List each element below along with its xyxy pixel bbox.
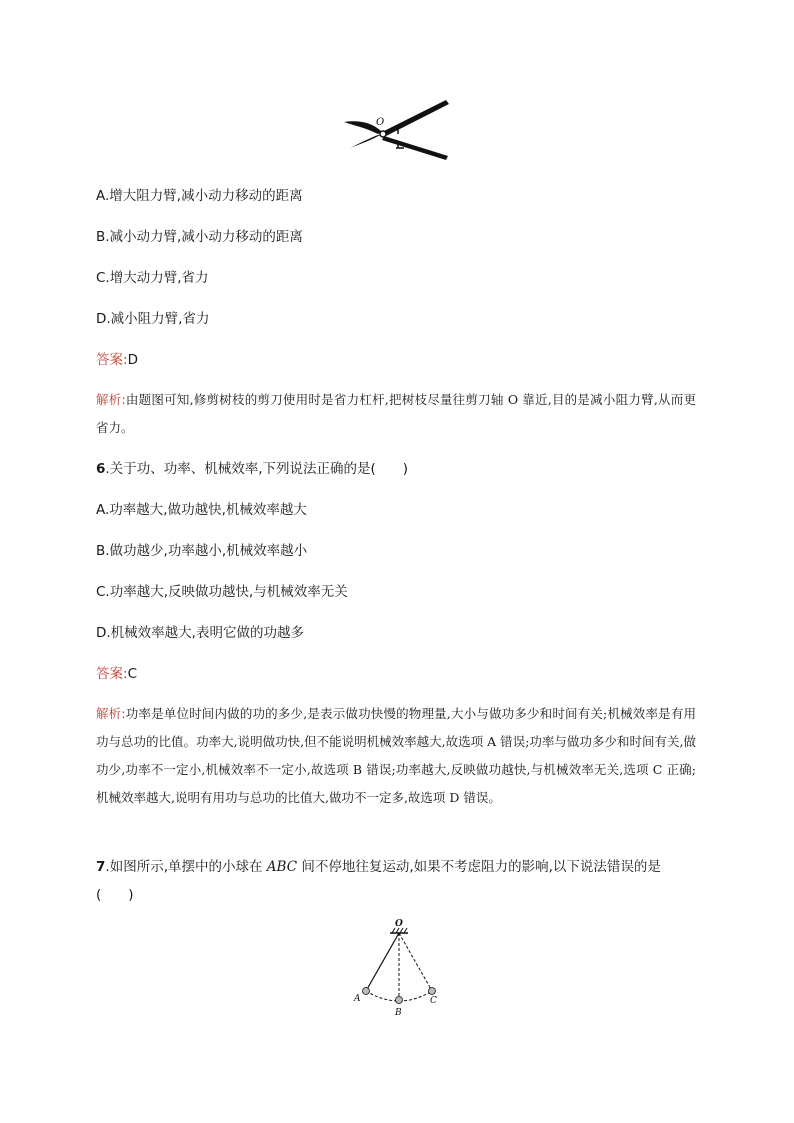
q5-answer (96, 351, 138, 369)
q5-option-a: A.增大阻力臂,减小动力移动的距离 (96, 188, 303, 204)
pendulum-label-o: O (395, 919, 403, 929)
q5-explanation-text: 由题图可知,修剪树枝的剪刀使用时是省力杠杆,把树枝尽量往剪刀轴 O 靠近,目的是减小阻力臂,从而更省力。 (96, 392, 696, 435)
string-c (399, 933, 432, 991)
q5-explanation-label: 解析: (96, 392, 126, 407)
q6-option-c: C.功率越大,反映做功越快,与机械效率无关 (96, 584, 348, 600)
q6-option-a: A.功率越大,做功越快,机械效率越大 (96, 502, 307, 518)
q5-answer-label: 答案: (96, 352, 128, 368)
shears-lower-blade (350, 134, 382, 148)
shears-figure (338, 96, 454, 162)
q7-stem-pre: .如图所示,单摆中的小球在 (105, 859, 267, 875)
q5-option-c: C.增大动力臂,省力 (96, 270, 209, 286)
q6-answer-value: C (127, 666, 137, 682)
ball-c (429, 988, 436, 995)
q7-blank: ( ) (96, 887, 134, 903)
q6-explanation-label: 解析: (96, 706, 126, 721)
string-a (366, 933, 399, 991)
pendulum-label-b: B (395, 1008, 402, 1018)
q6-number: 6 (96, 461, 106, 477)
shears-pivot (380, 131, 386, 137)
shears-lower-handle (382, 136, 448, 160)
q6-explanation (96, 700, 696, 812)
q6-stem-text: .关于功、功率、机械效率,下列说法正确的是( ) (105, 461, 409, 477)
ball-b (396, 997, 403, 1004)
q6-explanation-text: 功率是单位时间内做的功的多少,是表示做功快慢的物理量,大小与做功多少和时间有关;机械效率是有用功与总功的比值。功率大,说明做功快,但不能说明机械效率越大,故选项 A 错误;功率与做功多少和时间有关,做功少,功率不一定小,机械效率不一定小,故选项 B 错误;功率越大,反映做功越快,与机械效率无关,选项 C 正确;机械效率越大,说明有用功与总功的比值大,做功不一定多,故选项 D 错误。 (96, 706, 696, 805)
q7-number: 7 (96, 859, 106, 875)
q6-option-b: B.做功越少,功率越小,机械效率越小 (96, 543, 308, 559)
ball-a (363, 988, 370, 995)
q5-option-b: B.减小动力臂,减小动力移动的距离 (96, 229, 303, 245)
q6-answer-label: 答案: (96, 666, 128, 682)
q5-explanation (96, 386, 696, 442)
q5-option-d: D.减小阻力臂,省力 (96, 311, 210, 327)
pivot-label: O (376, 117, 385, 128)
q5-answer-value: D (127, 352, 138, 368)
q6-option-d: D.机械效率越大,表明它做的功越多 (96, 625, 304, 641)
q7-stem-italic: ABC (266, 859, 298, 875)
pendulum-label-a: A (354, 994, 361, 1004)
q7-stem-post: 间不停地往复运动,如果不考虑阻力的影响,以下说法错误的是 (297, 859, 661, 875)
pendulum-label-c: C (430, 996, 437, 1006)
q6-stem (96, 458, 696, 480)
q7-stem (96, 856, 696, 878)
shears-upper-handle (382, 100, 449, 136)
pendulum-figure (348, 916, 448, 1020)
q6-answer (96, 665, 137, 683)
